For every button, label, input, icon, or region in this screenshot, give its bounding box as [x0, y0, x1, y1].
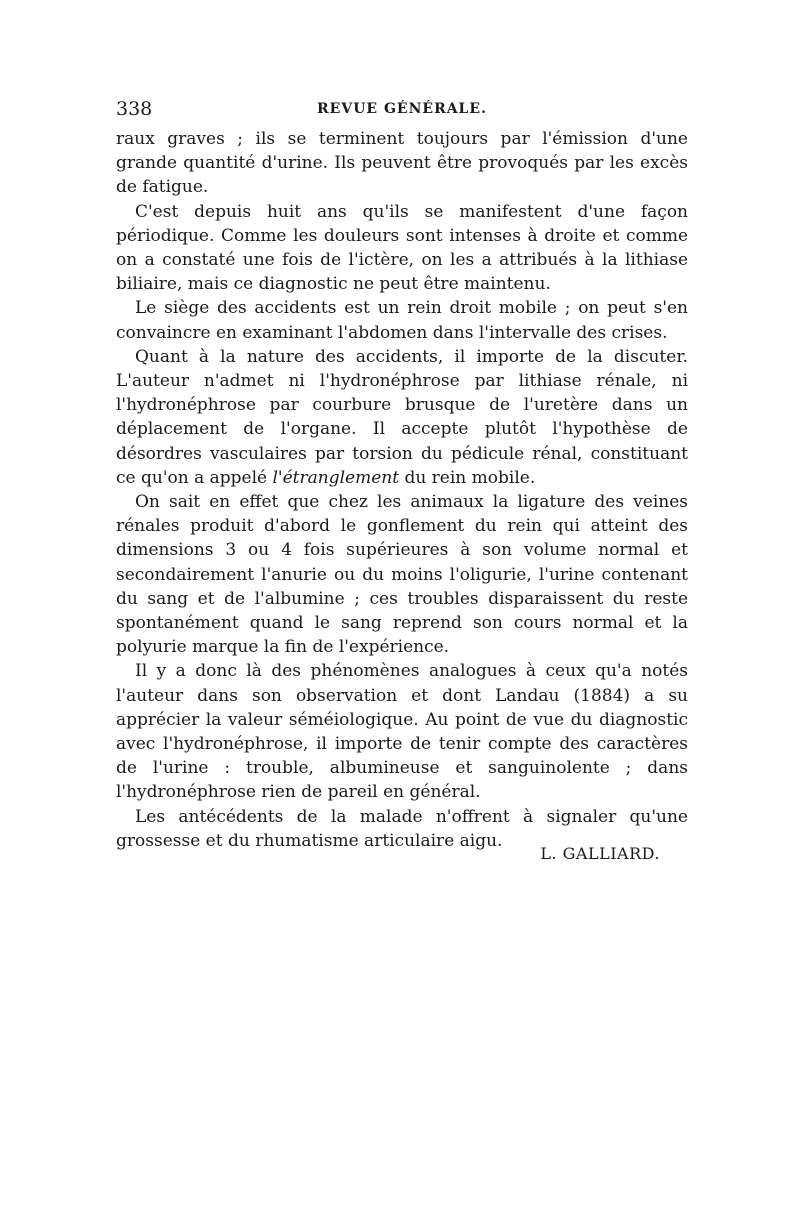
paragraph — [116, 345, 688, 490]
paragraph: C'est depuis huit ans qu'ils se manifestent d'une façon périodique. Comme les douleurs sont intenses à droite et comme on a constaté une fois de l'ictère, on les a attribués à la lithiase biliaire, mais ce diagnostic ne peut être maintenu. — [116, 201, 688, 295]
paragraph-text: Quant à la nature des accidents, il importe de la discuter. L'auteur n'admet ni l'hydronéphrose par lithiase rénale, ni l'hydronéphrose par courbure brusque de l'uretère dans un déplacement de l'organe. Il accepte plutôt l'hypothèse de désordres vasculaires par torsion du pédicule rénal, constituant ce qu'on a appelé — [116, 346, 688, 488]
paragraph-continuation: raux graves ; ils se terminent toujours par l'émission d'une grande quantité d'urine. Ils peuvent être provoqués par les excès de fatigue. — [116, 129, 688, 198]
paragraph-text: du rein mobile. — [399, 467, 536, 488]
paragraph: Les antécédents de la malade n'offrent à signaler qu'une grossesse et du rhumatisme articulaire aigu. — [116, 806, 688, 851]
page-header — [116, 98, 688, 122]
author-signature: L. GALLIARD. — [540, 844, 660, 863]
paragraph: On sait en effet que chez les animaux la ligature des veines rénales produit d'abord le gonflement du rein qui atteint des dimensions 3 ou 4 fois supérieures à son volume normal et secondairement l'anurie ou du moins l'oligurie, l'urine contenant du sang et de l'albumine ; ces troubles disparaissent du reste spontanément quand le sang reprend son cours normal et la polyurie marque la fin de l'expérience. — [116, 492, 688, 658]
italic-term: l'étranglement — [272, 467, 400, 488]
page-number: 338 — [116, 98, 153, 120]
body-text — [116, 127, 688, 853]
paragraph: Il y a donc là des phénomènes analogues à ceux qu'a notés l'auteur dans son observation et dont Landau (1884) a su apprécier la valeur séméiologique. Au point de vue du diagnostic avec l'hydronéphrose, il importe de tenir compte des caractères de l'urine : trouble, albumineuse et sanguinolente ; dans l'hydronéphrose rien de pareil en général. — [116, 661, 688, 803]
running-head: REVUE GÉNÉRALE. — [317, 101, 487, 117]
paragraph: Le siège des accidents est un rein droit mobile ; on peut s'en convaincre en examinant l'abdomen dans l'intervalle des crises. — [116, 298, 688, 343]
